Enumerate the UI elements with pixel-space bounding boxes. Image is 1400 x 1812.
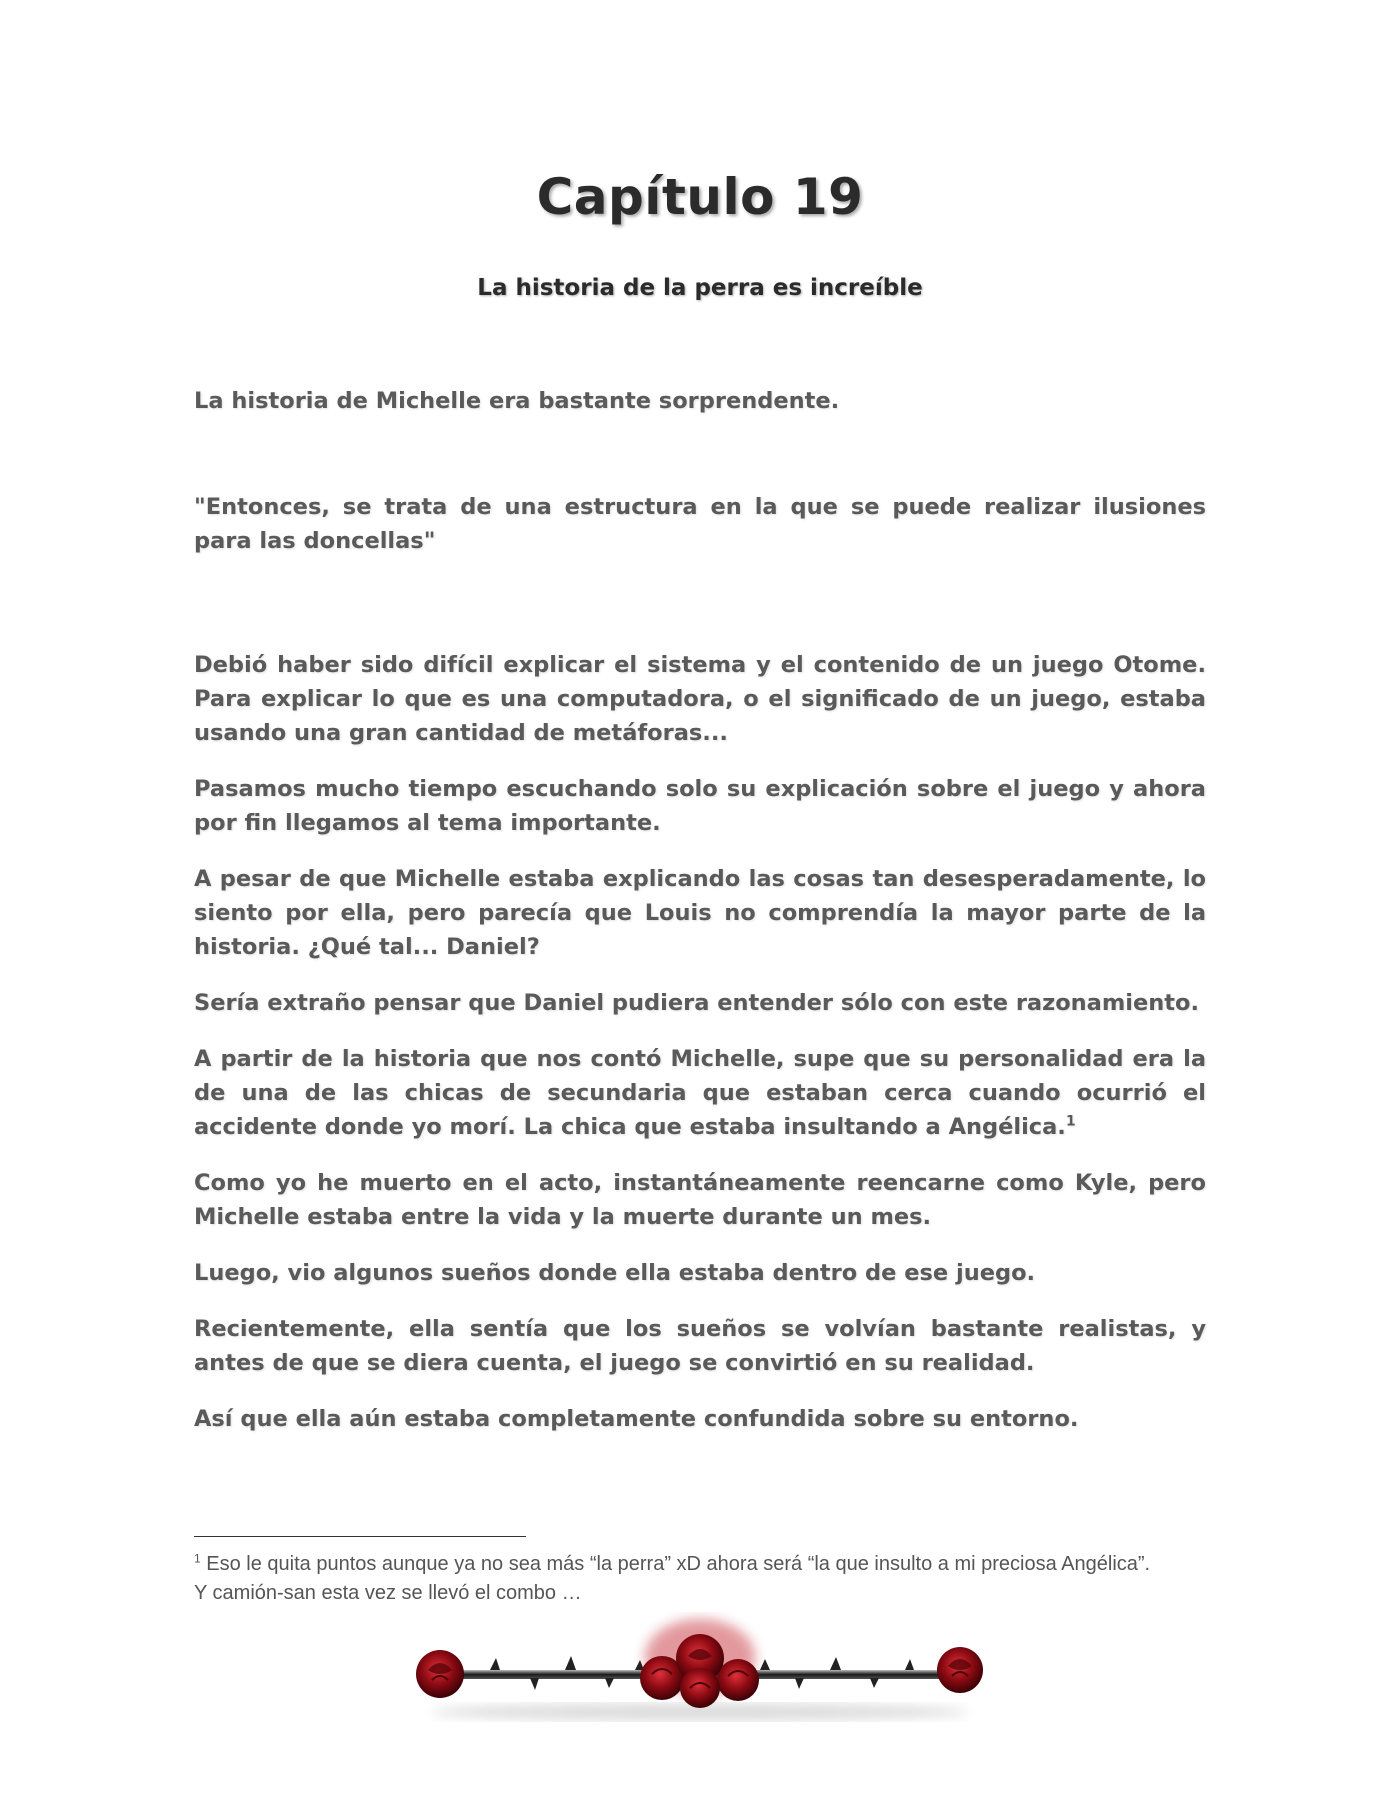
footnote-text: Eso le quita puntos aunque ya no sea más “la perra” xD ahora será “la que insulto a mi preciosa Angélica”. [206, 1553, 1151, 1575]
chapter-title: Capítulo 19 [536, 168, 864, 226]
footnote [194, 1550, 1206, 1608]
footnote-separator [194, 1536, 526, 1537]
paragraph: Pasamos mucho tiempo escuchando solo su explicación sobre el juego y ahora por fin llegamos al tema importante. [194, 776, 1206, 836]
footnote-number: 1 [194, 1551, 201, 1566]
paragraph-text: A partir de la historia que nos contó Michelle, supe que su personalidad era la de una de las chicas de secundaria que estaban cerca cuando ocurrió el accidente donde yo morí. La chica que estaba insultando a Angélica. [194, 1046, 1206, 1140]
paragraph: Recientemente, ella sentía que los sueños se volvían bastante realistas, y antes de que se diera cuenta, el juego se convirtió en su realidad. [194, 1316, 1206, 1376]
paragraph: "Entonces, se trata de una estructura en la que se puede realizar ilusiones para las doncellas" [194, 494, 1206, 554]
chapter-subtitle: La historia de la perra es increíble [477, 275, 923, 301]
chapter-body [194, 384, 1206, 1458]
paragraph: A pesar de que Michelle estaba explicando las cosas tan desesperadamente, lo siento por ella, pero parecía que Louis no comprendía la mayor parte de la historia. ¿Qué tal... Daniel? [194, 866, 1206, 960]
rose-icon [937, 1647, 983, 1693]
paragraph-with-footnote [194, 1042, 1206, 1144]
footnote-line: Y camión-san esta vez se llevó el combo … [194, 1582, 582, 1604]
paragraph: Debió haber sido difícil explicar el sistema y el contenido de un juego Otome. Para explicar lo que es una computadora, o el significado de un juego, estaba usando una gran cantidad de metáforas... [194, 652, 1206, 746]
footnote-reference[interactable]: 1 [1065, 1113, 1076, 1130]
paragraph: La historia de Michelle era bastante sorprendente. [194, 388, 840, 414]
footnote-line [194, 1550, 1206, 1579]
paragraph: Como yo he muerto en el acto, instantáneamente reencarne como Kyle, pero Michelle estaba entre la vida y la muerte durante un mes. [194, 1170, 1206, 1230]
rose-border-icon [400, 1612, 1000, 1732]
paragraph: Luego, vio algunos sueños donde ella estaba dentro de ese juego. [194, 1260, 1036, 1286]
paragraph: Así que ella aún estaba completamente confundida sobre su entorno. [194, 1406, 1079, 1432]
paragraph: Sería extraño pensar que Daniel pudiera entender sólo con este razonamiento. [194, 990, 1200, 1016]
rose-icon [416, 1650, 464, 1698]
